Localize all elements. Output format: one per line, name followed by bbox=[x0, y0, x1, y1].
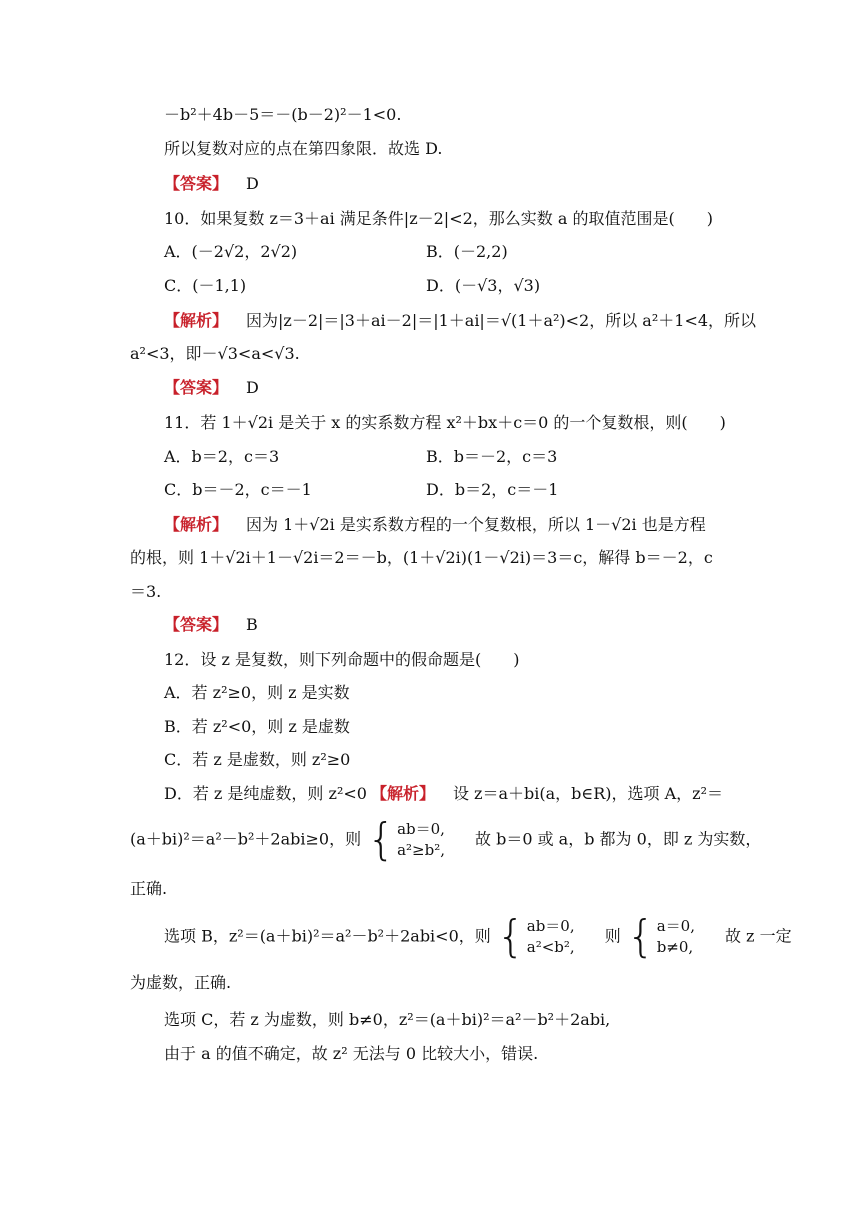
answer-tag: 【答案】 bbox=[164, 174, 229, 193]
q12-option-c: C．若 z 是虚数，则 z²≥0 bbox=[164, 750, 351, 769]
analysis-12-line6: 选项 C，若 z 为虚数，则 b≠0，z²＝(a＋bi)²＝a²－b²＋2abi, bbox=[164, 1010, 611, 1029]
analysis-12-line2: (a＋bi)²＝a²－b²＋2abi≥0，则 { ab＝0, a²≥b², 故 b＝0 或 a，b 都为 0，即 z 为实数， bbox=[130, 814, 762, 865]
q11-option-a: A．b＝2，c＝3 bbox=[164, 447, 280, 466]
q11-option-d: D．b＝2，c＝－1 bbox=[426, 480, 559, 499]
analysis-11-line1: 【解析】 因为 1＋√2i 是实系数方程的一个复数根，所以 1－√2i 也是方程 bbox=[164, 515, 706, 534]
q10-option-c: C．(－1,1) bbox=[164, 276, 247, 295]
q12-option-d-with-analysis: D．若 z 是纯虚数，则 z²<0 【解析】 设 z＝a＋bi(a，b∈R)，选项 A，z²＝ bbox=[164, 784, 724, 803]
q10-option-a: A．(－2√2，2√2) bbox=[164, 242, 298, 261]
analysis-11-line3: ＝3. bbox=[130, 582, 162, 601]
analysis-12-line4: 选项 B，z²＝(a＋bi)²＝a²－b²＋2abi<0，则 { ab＝0, a²<b², 则 { a＝0, b≠0, 故 z 一定 bbox=[164, 911, 792, 962]
answer-line-9 bbox=[164, 173, 259, 195]
analysis-12-line7: 由于 a 的值不确定，故 z² 无法与 0 比较大小，错误. bbox=[164, 1044, 539, 1063]
q11-option-b: B．b＝－2，c＝3 bbox=[426, 447, 558, 466]
answer-value: B bbox=[246, 615, 258, 634]
solution-line: 所以复数对应的点在第四象限．故选 D. bbox=[164, 139, 443, 158]
analysis-tag: 【解析】 bbox=[164, 311, 229, 330]
q11-option-c: C．b＝－2，c＝－1 bbox=[164, 480, 312, 499]
analysis-tag: 【解析】 bbox=[370, 784, 435, 803]
question-11-stem: 11．若 1＋√2i 是关于 x 的实系数方程 x²＋bx＋c＝0 的一个复数根，则( ) bbox=[164, 413, 726, 432]
answer-tag: 【答案】 bbox=[164, 615, 229, 634]
q10-option-b: B．(－2,2) bbox=[426, 242, 508, 261]
equation-system: { ab＝0, a²≥b², bbox=[367, 814, 445, 865]
question-10-stem: 10．如果复数 z＝3＋ai 满足条件|z－2|<2，那么实数 a 的取值范围是( ) bbox=[164, 209, 713, 228]
q12-option-d: D．若 z 是纯虚数，则 z²<0 bbox=[164, 784, 367, 803]
solution-line: －b²＋4b－5＝－(b－2)²－1<0. bbox=[164, 105, 402, 124]
brace-icon: { bbox=[496, 911, 525, 962]
equation-system: { ab＝0, a²<b², bbox=[496, 911, 575, 962]
q10-option-d: D．(－√3，√3) bbox=[426, 276, 541, 295]
brace-icon: { bbox=[626, 911, 655, 962]
question-12-stem: 12．设 z 是复数，则下列命题中的假命题是( ) bbox=[164, 650, 520, 669]
answer-value: D bbox=[246, 378, 259, 397]
answer-tag: 【答案】 bbox=[164, 378, 229, 397]
brace-icon: { bbox=[367, 814, 396, 865]
q12-option-b: B．若 z²<0，则 z 是虚数 bbox=[164, 717, 350, 736]
answer-line-11 bbox=[164, 614, 258, 636]
analysis-10-line2: a²<3，即－√3<a<√3. bbox=[130, 344, 300, 363]
analysis-11-line2: 的根，则 1＋√2i＋1－√2i＝2＝－b，(1＋√2i)(1－√2i)＝3＝c，解得 b＝－2，c bbox=[130, 548, 713, 567]
equation-system: { a＝0, b≠0, bbox=[626, 911, 695, 962]
analysis-12-line5: 为虚数，正确. bbox=[130, 973, 232, 992]
analysis-12-line3: 正确. bbox=[130, 879, 168, 898]
answer-line-10 bbox=[164, 377, 259, 399]
answer-value: D bbox=[246, 174, 259, 193]
analysis-10-line1: 【解析】 因为|z－2|＝|3＋ai－2|＝|1＋ai|＝√(1＋a²)<2，所以 a²＋1<4，所以 bbox=[164, 311, 757, 330]
analysis-tag: 【解析】 bbox=[164, 515, 229, 534]
q12-option-a: A．若 z²≥0，则 z 是实数 bbox=[164, 683, 350, 702]
